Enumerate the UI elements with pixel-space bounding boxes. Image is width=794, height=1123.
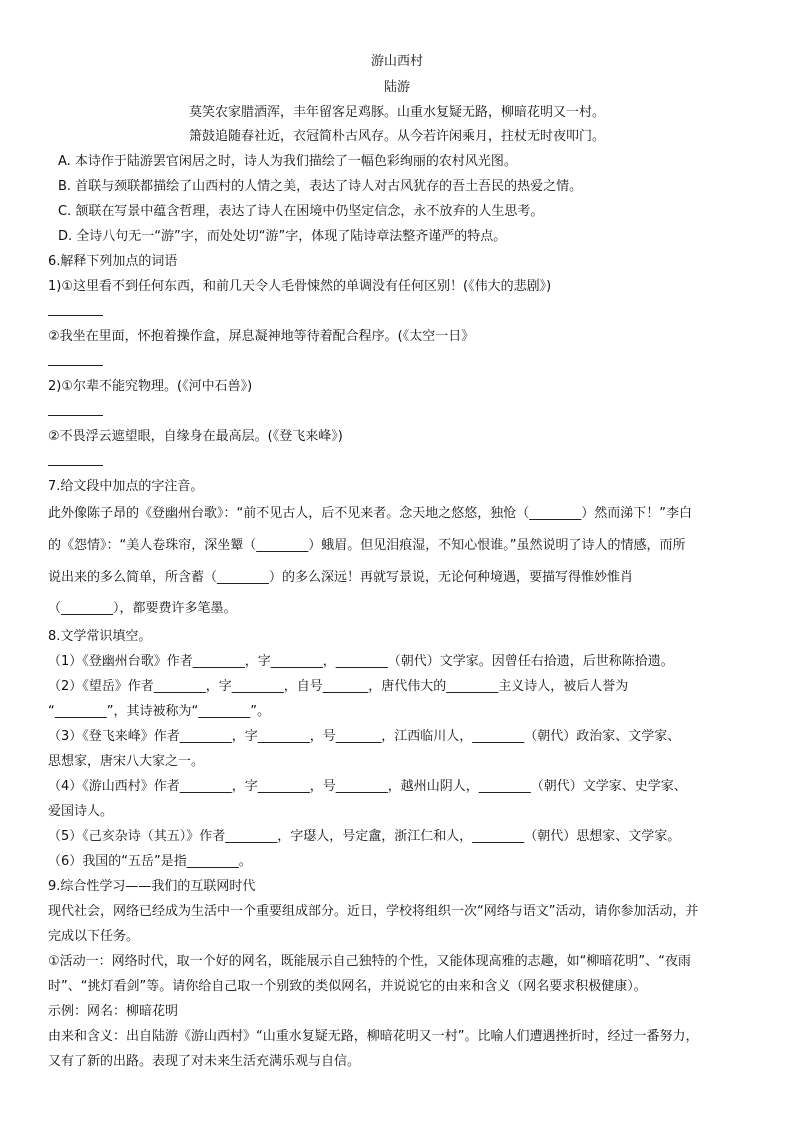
question-8-line: （2）《望岳》作者________，字________，自号_______，唐代伟大的________主义诗人，被后人誉为 (48, 679, 629, 694)
option-a: A. 本诗作于陆游罢官闲居之时，诗人为我们描绘了一幅色彩绚丽的农村风光图。 (58, 154, 517, 169)
question-8-line: 思想家，唐宋八大家之一。 (48, 754, 205, 769)
question-9-line: 示例：网名：柳暗花明 (48, 1004, 179, 1019)
question-8-line: （5）《己亥杂诗（其五）》作者________，字璱人，号定盦，浙江仁和人，________（朝代）思想家、文学家。 (48, 829, 681, 844)
question-6-item: ②我坐在里面，怀抱着操作盒，屏息凝神地等待着配合程序。(《太空一日》 (48, 329, 475, 344)
question-9-line: 现代社会，网络已经成为生活中一个重要组成部分。近日，学校将组织一次“网络与语文”活动，请你参加活动，并 (48, 904, 699, 919)
option-d: D. 全诗八句无一“游”字，而处处切“游”字，体现了陆诗章法整齐谨严的特点。 (58, 229, 507, 244)
question-6-item: ②不畏浮云遮望眼，自缘身在最高层。(《登飞来峰》) (48, 429, 343, 444)
answer-blank (48, 315, 103, 316)
question-8-line: “________”，其诗被称为“________”。 (48, 704, 270, 719)
answer-blank (48, 365, 103, 366)
question-8-title: 8.文学常识填空。 (48, 629, 152, 644)
question-8-line: （3）《登飞来峰》作者________，字________，号_______，江西临川人，________（朝代）政治家、文学家、 (48, 729, 681, 744)
question-7-line: 此外像陈子昂的《登幽州台歌》：“前不见古人，后不见来者。念天地之悠悠，独怆（________）然而涕下！”李白 (48, 506, 692, 521)
question-6-item: 2)①尔辈不能究物理。(《河中石兽》) (48, 379, 253, 394)
poem-author: 陆游 (383, 80, 410, 95)
answer-blank (48, 415, 103, 416)
question-9-line: 又有了新的出路。表现了对未来生活充满乐观与自信。 (48, 1054, 361, 1069)
question-8-line: 爱国诗人。 (48, 804, 114, 819)
poem-line: 箫鼓追随春社近，衣冠简朴古风存。从今若许闲乘月，拄杖无时夜叩门。 (188, 129, 605, 144)
question-9-line: ①活动一：网络时代，取一个好的网名，既能展示自己独特的个性，又能体现高雅的志趣，如“柳暗花明”、“夜雨 (48, 954, 691, 969)
question-6-item: 1)①这里看不到任何东西，和前几天令人毛骨悚然的单调没有任何区别！(《伟大的悲剧》) (48, 279, 552, 294)
question-9-title: 9.综合性学习——我们的互联网时代 (48, 879, 256, 894)
poem-line: 莫笑农家腊酒浑，丰年留客足鸡豚。山重水复疑无路，柳暗花明又一村。 (188, 105, 605, 120)
question-6-title: 6.解释下列加点的词语 (48, 254, 178, 269)
question-7-line: （________），都要费许多笔墨。 (48, 601, 237, 616)
question-8-line: （4）《游山西村》作者________，字________，号________，越州山阴人，________（朝代）文学家、史学家、 (48, 779, 687, 794)
option-c: C. 颔联在写景中蕴含哲理，表达了诗人在困境中仍坚定信念，永不放弃的人生思考。 (58, 204, 544, 219)
question-7-title: 7.给文段中加点的字注音。 (48, 479, 204, 494)
answer-blank (48, 465, 103, 466)
poem-title: 游山西村 (370, 54, 423, 69)
question-8-line: （1）《登幽州台歌》作者________，字________，________（朝代）文学家。因曾任右拾遗，后世称陈拾遗。 (48, 654, 674, 669)
option-b: B. 首联与颈联都描绘了山西村的人情之美，表达了诗人对古风犹存的吾土吾民的热爱之情。 (58, 179, 583, 194)
question-9-line: 完成以下任务。 (48, 929, 140, 944)
question-7-line: 的《怨情》：“美人卷珠帘，深坐颦（________）蛾眉。但见泪痕湿，不知心恨谁。”虽然说明了诗人的情感，而所 (48, 538, 686, 553)
question-9-line: 由来和含义：出自陆游《游山西村》“山重水复疑无路，柳暗花明又一村”。比喻人们遭遇挫折时，经过一番努力， (48, 1029, 699, 1044)
question-8-line: （6）我国的“五岳”是指________。 (48, 854, 252, 869)
question-7-line: 说出来的多么简单，所含蓄（________）的多么深远！再就写景说，无论何种境遇，要描写得惟妙惟肖 (48, 570, 634, 585)
question-9-line: 时”、“挑灯看剑”等。请你给自己取一个别致的类似网名，并说说它的由来和含义（网名要求积极健康）。 (48, 979, 647, 994)
